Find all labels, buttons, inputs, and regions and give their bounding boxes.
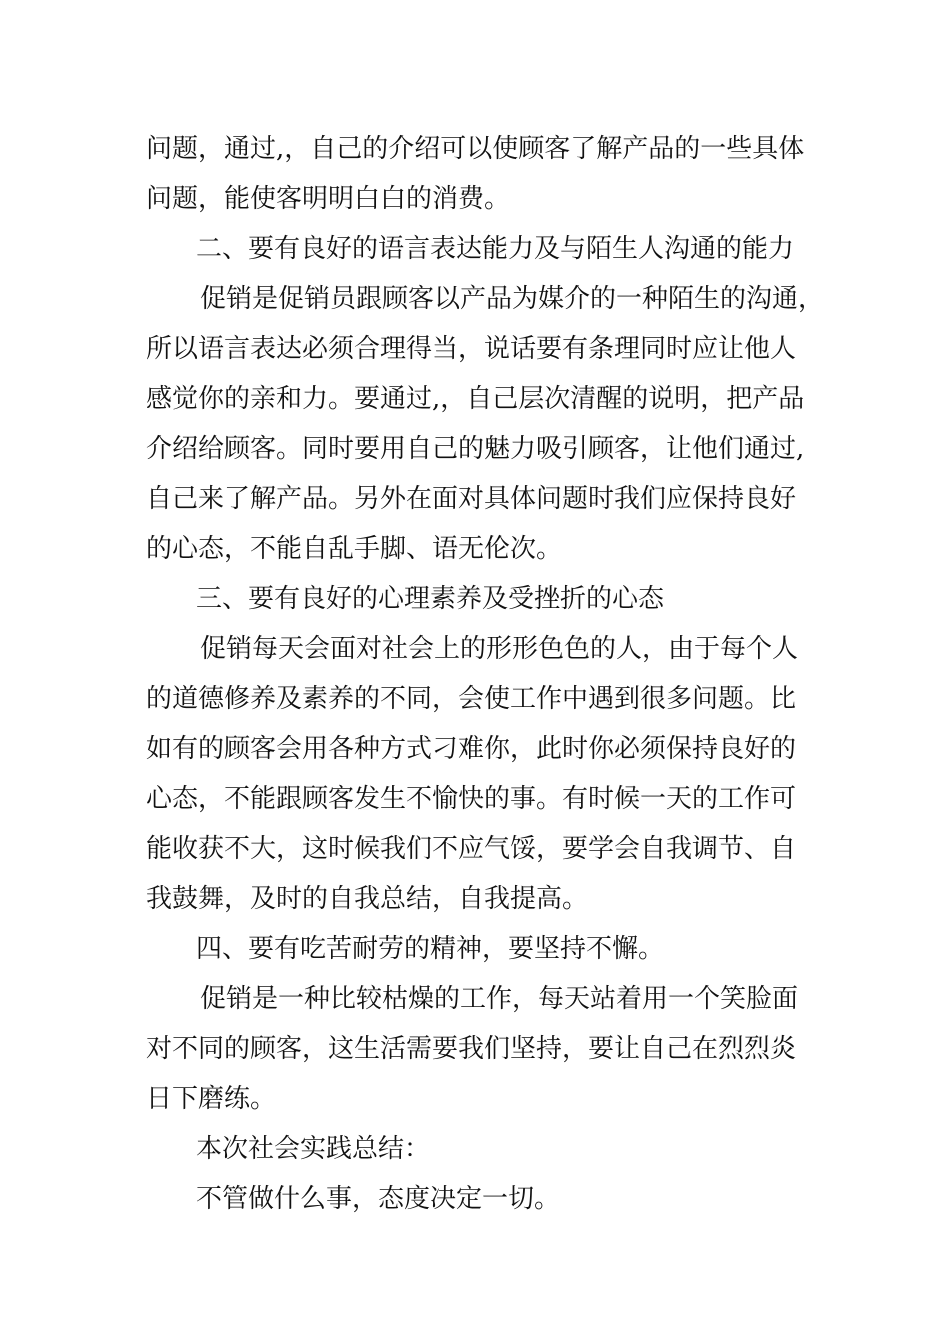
text-line: 促销每天会面对社会上的形形色色的人，由于每个人 bbox=[200, 634, 799, 664]
summary-heading: 本次社会实践总结： bbox=[196, 1134, 431, 1164]
section-heading: 二、要有良好的语言表达能力及与陌生人沟通的能力 bbox=[196, 234, 795, 264]
text-line: 能收获不大，这时候我们不应气馁，要学会自我调节、自 bbox=[146, 834, 797, 864]
section-heading: 四、要有吃苦耐劳的精神，要坚持不懈。 bbox=[196, 934, 665, 964]
text-line: 我鼓舞，及时的自我总结，自我提高。 bbox=[146, 884, 589, 914]
text-line: 对不同的顾客，这生活需要我们坚持，要让自己在烈烈炎 bbox=[146, 1034, 797, 1064]
text-line: 问题，能使客明明白白的消费。 bbox=[146, 184, 511, 214]
text-line: 问题，通过,，自己的介绍可以使顾客了解产品的一些具体 bbox=[146, 134, 805, 164]
text-line: 的道德修养及素养的不同，会使工作中遇到很多问题。比 bbox=[146, 684, 797, 714]
text-line: 介绍给顾客。同时要用自己的魅力吸引顾客，让他们通过, bbox=[146, 434, 805, 464]
text-line: 自己来了解产品。另外在面对具体问题时我们应保持良好 bbox=[146, 484, 797, 514]
section-heading: 三、要有良好的心理素养及受挫折的心态 bbox=[196, 584, 665, 614]
text-line: 心态，不能跟顾客发生不愉快的事。有时候一天的工作可 bbox=[146, 784, 797, 814]
text-line: 的心态，不能自乱手脚、语无伦次。 bbox=[146, 534, 563, 564]
text-line: 如有的顾客会用各种方式刁难你，此时你必须保持良好的 bbox=[146, 734, 797, 764]
text-line: 日下磨练。 bbox=[146, 1084, 277, 1114]
summary-text: 不管做什么事，态度决定一切。 bbox=[196, 1184, 561, 1214]
text-line: 促销是一种比较枯燥的工作，每天站着用一个笑脸面 bbox=[200, 984, 799, 1014]
text-line: 所以语言表达必须合理得当，说话要有条理同时应让他人 bbox=[146, 334, 797, 364]
text-line: 促销是促销员跟顾客以产品为媒介的一种陌生的沟通， bbox=[200, 284, 825, 314]
text-line: 感觉你的亲和力。要通过,，自己层次清醒的说明，把产品 bbox=[146, 384, 805, 414]
